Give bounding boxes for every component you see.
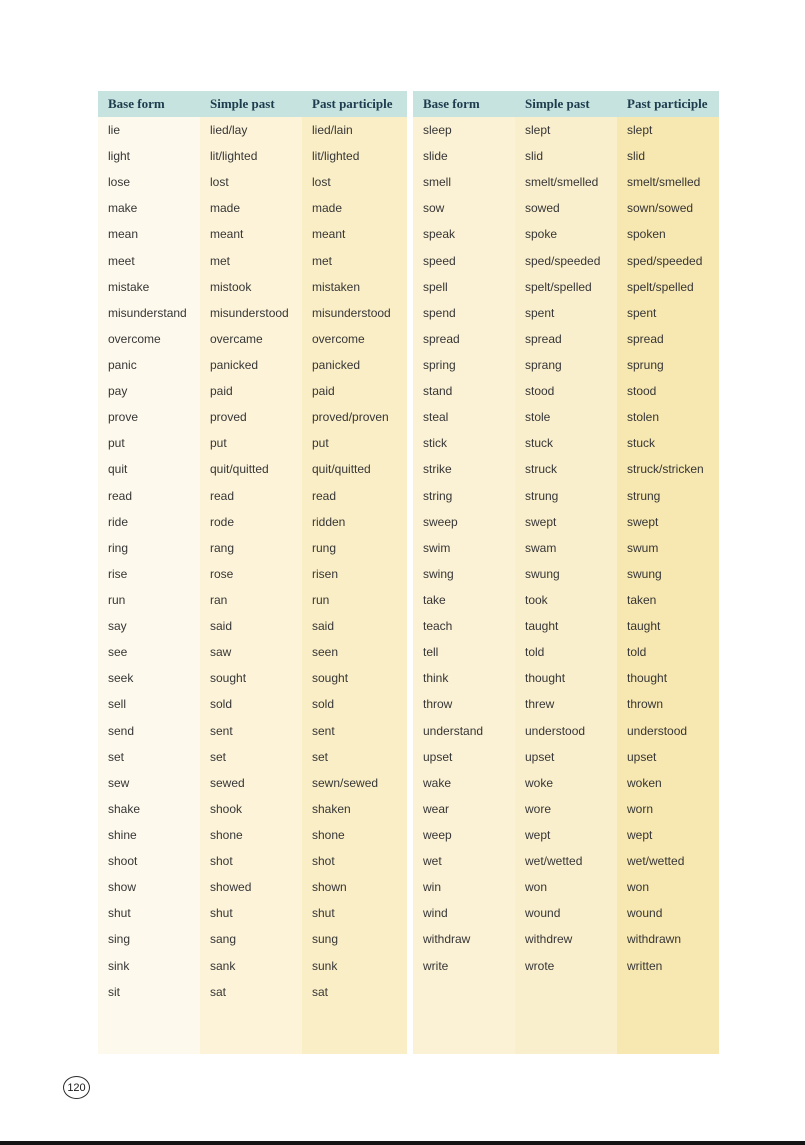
verb-cell: sat	[312, 984, 329, 999]
verb-cell: lied/lain	[312, 123, 353, 138]
verb-cell: rode	[210, 514, 235, 529]
verb-cell: met	[210, 253, 231, 268]
verb-cell: wound	[525, 906, 561, 921]
verb-cell: slept	[627, 123, 653, 138]
verb-cell: sent	[210, 723, 233, 738]
verb-cell: shut	[312, 906, 335, 921]
verb-cell: put	[210, 436, 227, 451]
verb-cell: send	[108, 723, 135, 738]
verb-cell: string	[423, 488, 453, 503]
verb-cell: swing	[423, 566, 454, 581]
verb-cell: stood	[627, 384, 657, 399]
verb-cell: swept	[525, 514, 557, 529]
verb-cell: sow	[423, 201, 445, 216]
verb-cell: sunk	[312, 958, 338, 973]
verb-cell: panic	[108, 358, 137, 373]
verb-cell: strike	[423, 462, 452, 477]
verb-cell: shot	[312, 854, 335, 869]
verb-cell: shoot	[108, 854, 138, 869]
verb-cell: wrote	[525, 958, 555, 973]
verb-cell: meant	[210, 227, 244, 242]
verb-cell: shone	[210, 828, 243, 842]
verb-cell: shot	[210, 854, 233, 869]
verb-cell: swam	[525, 540, 557, 555]
verb-cell: taught	[627, 619, 661, 634]
verb-cell: mean	[108, 227, 139, 242]
verb-cell: spelt/spelled	[627, 279, 694, 294]
verb-cell: sought	[312, 671, 349, 686]
verb-cell: prove	[108, 410, 139, 425]
verb-cell: meet	[108, 253, 135, 268]
verb-cell: sold	[312, 697, 335, 712]
verb-cell: sat	[210, 984, 227, 999]
irregular-verbs-table-right	[413, 91, 719, 1054]
table-column	[98, 91, 200, 1054]
verb-cell: panicked	[312, 358, 361, 373]
verb-cell: lose	[108, 175, 131, 190]
verb-cell: lost	[312, 175, 331, 190]
verb-cell: mistook	[210, 279, 252, 294]
verb-cell: misunderstood	[312, 305, 391, 320]
verb-cell: misunderstood	[210, 305, 289, 320]
verb-cell: shut	[210, 906, 233, 921]
verb-cell: stole	[525, 410, 551, 425]
verb-cell: sowed	[525, 201, 560, 216]
verb-cell: proved	[210, 410, 247, 425]
verb-cell: ran	[210, 593, 228, 608]
verb-cell: made	[210, 201, 241, 216]
verb-cell: spread	[525, 331, 562, 346]
verb-cell: thought	[525, 671, 566, 686]
verb-cell: written	[627, 958, 663, 973]
verb-cell: taught	[525, 619, 559, 634]
verb-cell: spent	[525, 305, 555, 320]
verb-cell: misunderstand	[108, 305, 187, 320]
verb-cell: upset	[423, 749, 453, 764]
verb-cell: seek	[108, 671, 134, 686]
verb-cell: strung	[627, 488, 661, 503]
verb-cell: struck/stricken	[627, 462, 704, 477]
verb-cell: read	[312, 488, 337, 503]
verb-cell: sped/speeded	[627, 253, 703, 268]
verb-cell: wet/wetted	[627, 854, 685, 869]
verb-cell: ring	[108, 540, 129, 555]
verb-cell: saw	[210, 645, 232, 660]
verb-cell: sent	[312, 723, 335, 738]
verb-cell: swung	[525, 566, 560, 581]
verb-cell: spelt/spelled	[525, 279, 592, 294]
verb-cell: strung	[525, 488, 559, 503]
verb-cell: stuck	[525, 436, 554, 451]
verb-cell: set	[312, 749, 329, 764]
verb-cell: paid	[312, 384, 335, 399]
verb-cell: seen	[312, 645, 339, 660]
verb-cell: withdraw	[423, 932, 471, 947]
verb-cell: told	[525, 645, 545, 660]
verb-cell: set	[210, 749, 227, 764]
verb-tables	[98, 91, 719, 1054]
verb-cell: sped/speeded	[525, 253, 601, 268]
verb-cell: sang	[210, 932, 237, 947]
verb-cell: wind	[423, 906, 448, 921]
verb-cell: stand	[423, 384, 453, 399]
verb-cell: steal	[423, 410, 449, 425]
verb-cell: win	[423, 880, 442, 895]
verb-cell: sought	[210, 671, 247, 686]
verb-cell: sleep	[423, 123, 452, 138]
verb-cell: slept	[525, 123, 551, 138]
verb-cell: mistaken	[312, 279, 361, 294]
verb-cell: wept	[627, 828, 653, 842]
verb-cell: smelt/smelled	[627, 175, 701, 190]
verb-cell: lied/lay	[210, 123, 248, 138]
verb-cell: show	[108, 880, 137, 895]
verb-cell: proved/proven	[312, 410, 389, 425]
verb-cell: shook	[210, 801, 243, 816]
verb-cell: understand	[423, 723, 484, 738]
verb-cell: stick	[423, 436, 447, 451]
verb-cell: wear	[423, 801, 450, 816]
irregular-verbs-table-left	[98, 91, 407, 1054]
verb-cell: slide	[423, 149, 448, 164]
verb-cell: sewn/sewed	[312, 775, 379, 790]
verb-cell: slid	[525, 149, 544, 164]
page-number-badge	[63, 1076, 90, 1099]
verb-cell: lit/lighted	[312, 149, 360, 164]
verb-cell: spread	[423, 331, 460, 346]
verb-cell: rang	[210, 540, 235, 555]
verb-cell: panicked	[210, 358, 259, 373]
verb-cell: light	[108, 149, 131, 164]
verb-cell: stood	[525, 384, 555, 399]
verb-cell: shine	[108, 828, 137, 842]
verb-cell: overcome	[108, 331, 161, 346]
verb-cell: lit/lighted	[210, 149, 258, 164]
verb-cell: put	[312, 436, 329, 451]
verb-cell: showed	[210, 880, 252, 895]
verb-cell: risen	[312, 566, 339, 581]
verb-cell: rung	[312, 540, 337, 555]
verb-cell: shaken	[312, 801, 351, 816]
verb-cell: swept	[627, 514, 659, 529]
verb-cell: won	[627, 880, 650, 895]
verb-cell: lost	[210, 175, 229, 190]
verb-cell: thrown	[627, 697, 664, 712]
verb-cell: sold	[210, 697, 233, 712]
verb-cell: rise	[108, 566, 128, 581]
verb-cell: won	[525, 880, 548, 895]
verb-cell: smell	[423, 175, 452, 190]
verb-cell: sprung	[627, 358, 664, 373]
verb-cell: overcame	[210, 331, 263, 346]
verb-cell: said	[210, 619, 233, 634]
verb-cell: woke	[525, 775, 554, 790]
verb-cell: wound	[627, 906, 663, 921]
verb-cell: run	[108, 593, 126, 608]
verb-cell: set	[108, 749, 125, 764]
verb-cell: thought	[627, 671, 668, 686]
verb-cell: quit/quitted	[210, 462, 269, 477]
verb-cell: ride	[108, 514, 129, 529]
verb-cell: spread	[627, 331, 664, 346]
verb-cell: spend	[423, 305, 456, 320]
verb-cell: spring	[423, 358, 456, 373]
verb-cell: swim	[423, 540, 451, 555]
verb-cell: quit	[108, 462, 128, 477]
verb-cell: stolen	[627, 410, 660, 425]
verb-cell: shut	[108, 906, 131, 921]
column-header: Past participle	[302, 91, 407, 117]
verb-cell: upset	[627, 749, 657, 764]
verb-cell: teach	[423, 619, 453, 634]
verb-cell: struck	[525, 462, 558, 477]
verb-cell: understood	[525, 723, 586, 738]
verb-cell: put	[108, 436, 125, 451]
verb-cell: spell	[423, 279, 448, 294]
verb-cell: stuck	[627, 436, 656, 451]
verb-cell: met	[312, 253, 333, 268]
verb-cell: taken	[627, 593, 657, 608]
verb-cell: rose	[210, 566, 234, 581]
verb-cell: woken	[627, 775, 662, 790]
table-column	[200, 91, 302, 1054]
verb-cell: say	[108, 619, 127, 634]
verb-cell: read	[108, 488, 133, 503]
verb-cell: write	[423, 958, 449, 973]
verb-cell: said	[312, 619, 335, 634]
table-column	[617, 91, 719, 1054]
verb-cell: wept	[525, 828, 551, 842]
column-header: Base form	[413, 91, 515, 117]
verb-cell: paid	[210, 384, 233, 399]
verb-cell: sing	[108, 932, 131, 947]
verb-cell: wet	[423, 854, 442, 869]
verb-cell: sown/sowed	[627, 201, 694, 216]
verb-cell: sit	[108, 984, 120, 999]
verb-cell: withdrawn	[627, 932, 682, 947]
verb-cell: smelt/smelled	[525, 175, 599, 190]
verb-cell: sink	[108, 958, 130, 973]
column-header: Simple past	[200, 91, 302, 117]
column-header: Simple past	[515, 91, 617, 117]
verb-cell: upset	[525, 749, 555, 764]
verb-cell: sew	[108, 775, 130, 790]
verb-cell: sank	[210, 958, 236, 973]
verb-cell: run	[312, 593, 330, 608]
verb-cell: mistake	[108, 279, 150, 294]
verb-cell: understood	[627, 723, 688, 738]
verb-cell: lie	[108, 123, 121, 138]
verb-cell: swum	[627, 540, 659, 555]
verb-cell: sprang	[525, 358, 562, 373]
verb-cell: took	[525, 593, 548, 608]
column-header: Past participle	[617, 91, 719, 117]
verb-cell: withdrew	[525, 932, 573, 947]
verb-cell: spoke	[525, 227, 558, 242]
table-column	[413, 91, 515, 1054]
verb-cell: made	[312, 201, 343, 216]
verb-cell: read	[210, 488, 235, 503]
verb-cell: told	[627, 645, 647, 660]
verb-cell: weep	[423, 828, 452, 842]
verb-cell: shone	[312, 828, 345, 842]
verb-cell: see	[108, 645, 128, 660]
verb-cell: threw	[525, 697, 555, 712]
verb-cell: wore	[525, 801, 552, 816]
verb-cell: spent	[627, 305, 657, 320]
verb-cell: meant	[312, 227, 346, 242]
verb-cell: slid	[627, 149, 646, 164]
column-header: Base form	[98, 91, 200, 117]
verb-cell: overcome	[312, 331, 365, 346]
verb-cell: swung	[627, 566, 662, 581]
verb-cell: wake	[423, 775, 452, 790]
page-edge-line	[0, 1141, 805, 1145]
verb-cell: speak	[423, 227, 456, 242]
verb-cell: pay	[108, 384, 128, 399]
verb-cell: think	[423, 671, 449, 686]
verb-cell: ridden	[312, 514, 346, 529]
table-column	[515, 91, 617, 1054]
verb-cell: speed	[423, 253, 456, 268]
verb-cell: tell	[423, 645, 439, 660]
verb-cell: shake	[108, 801, 141, 816]
verb-cell: throw	[423, 697, 453, 712]
page-number: 120	[67, 1081, 86, 1094]
verb-cell: make	[108, 201, 138, 216]
verb-cell: quit/quitted	[312, 462, 371, 477]
verb-cell: sell	[108, 697, 127, 712]
verb-cell: sweep	[423, 514, 458, 529]
verb-cell: worn	[627, 801, 654, 816]
verb-cell: wet/wetted	[525, 854, 583, 869]
verb-cell: take	[423, 593, 446, 608]
verb-cell: sewed	[210, 775, 245, 790]
table-column	[302, 91, 407, 1054]
verb-cell: sung	[312, 932, 339, 947]
verb-cell: spoken	[627, 227, 666, 242]
verb-cell: shown	[312, 880, 347, 895]
